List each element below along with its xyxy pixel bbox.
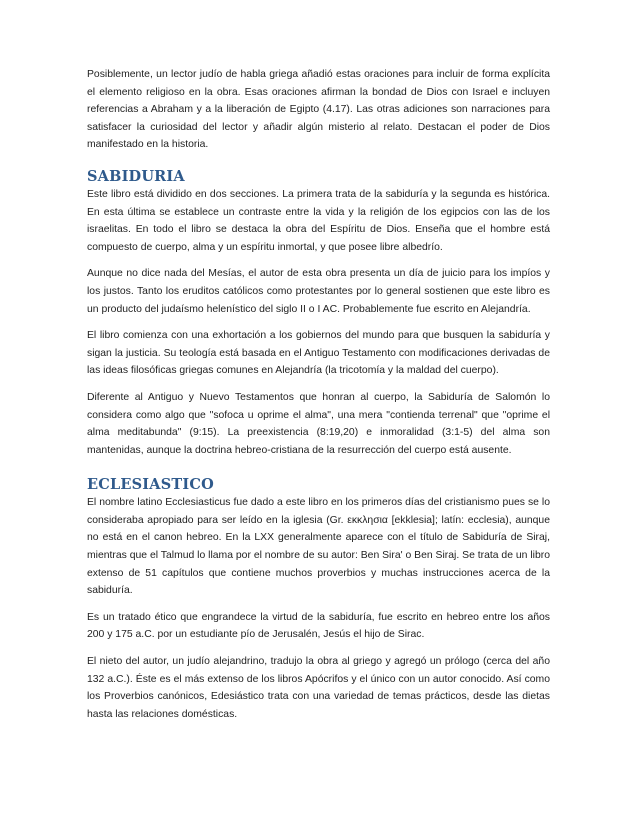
section-heading-sabiduria: SABIDURIA — [87, 167, 185, 185]
eclesiastico-paragraph-3: El nieto del autor, un judío alejandrino, tradujo la obra al griego y agregó un prólogo (cerca del año 132 a.C.). Éste es el más extenso de los libros Apócrifos y el único con un autor conocido. Así como los Proverbios canónicos, Edesiástico trata con una variedad de temas prácticos, desde las dietas hasta las relaciones domésticas. — [87, 656, 550, 720]
document-page — [87, 66, 550, 732]
section-heading-eclesiastico: ECLESIASTICO — [87, 476, 214, 494]
sabiduria-paragraph-1: Este libro está dividido en dos secciones. La primera trata de la sabiduría y la segunda es histórica. En esta última se establece un contraste entre la vida y la religión de los egipcios con las de los israelitas. En todo el libro se destaca la obra del Espíritu de Dios. Enseña que el hombre está compuesto de cuerpo, alma y un espíritu inmortal, y que posee libre albedrío. — [87, 188, 550, 253]
sabiduria-paragraph-3: El libro comienza con una exhortación a los gobiernos del mundo para que busquen la sabiduría y sigan la justicia. Su teología está basada en el Antiguo Testamento con modificaciones derivadas de las ideas filosóficas griegas comunes en Alejandría (la tricotomía y la maldad del cuerpo). — [87, 330, 550, 377]
sabiduria-paragraph-2: Aunque no dice nada del Mesías, el autor de esta obra presenta un día de juicio para los impíos y los justos. Tanto los eruditos católicos como protestantes por lo general sostienen que este libro es un producto del judaísmo helenístico del siglo II o I AC. Probablemente fue escrito en Alejandría. — [87, 268, 550, 315]
sabiduria-paragraph-4: Diferente al Antiguo y Nuevo Testamentos que honran al cuerpo, la Sabiduría de Salomón lo considera como algo que "sofoca u oprime el alma", una mera "contienda terrenal" que "oprime el alma meditabunda" (9:15). La preexistencia (8:19,20) e inmoralidad (3:1-5) del alma son mantenidas, aunque la doctrina hebreo-cristiana de la resurrección del cuerpo está ausente. — [87, 391, 550, 456]
eclesiastico-paragraph-1: El nombre latino Ecclesiasticus fue dado a este libro en los primeros días del cristianismo pues se lo consideraba apropiado para ser leído en la iglesia (Gr. εκκλησια [ekklesia]; latín: ecclesia), aunque no está en el canon hebreo. En la LXX generalmente aparece con el título de Sabiduría de Siraj, mientras que el Talmud lo llama por el nombre de su autor: Ben Sira' o Ben Siraj. Se trata de un libro extenso de 51 capítulos que contiene muchos proverbios y muchas instrucciones acerca de la sabiduría. — [87, 497, 550, 597]
intro-paragraph: Posiblemente, un lector judío de habla griega añadió estas oraciones para incluir de forma explícita el elemento religioso en la obra. Esas oraciones afirman la bondad de Dios con Israel e incluyen referencias a Abraham y a la liberación de Egipto (4.17). Las otras adiciones son narraciones para satisfacer la curiosidad del lector y añadir algún misterio al relato. Destacan el poder de Dios manifestado en la historia. — [87, 69, 550, 151]
eclesiastico-paragraph-2: Es un tratado ético que engrandece la virtud de la sabiduría, fue escrito en hebreo entre los años 200 y 175 a.C. por un estudiante pío de Jerusalén, Jesús el hijo de Sirac. — [87, 611, 550, 641]
